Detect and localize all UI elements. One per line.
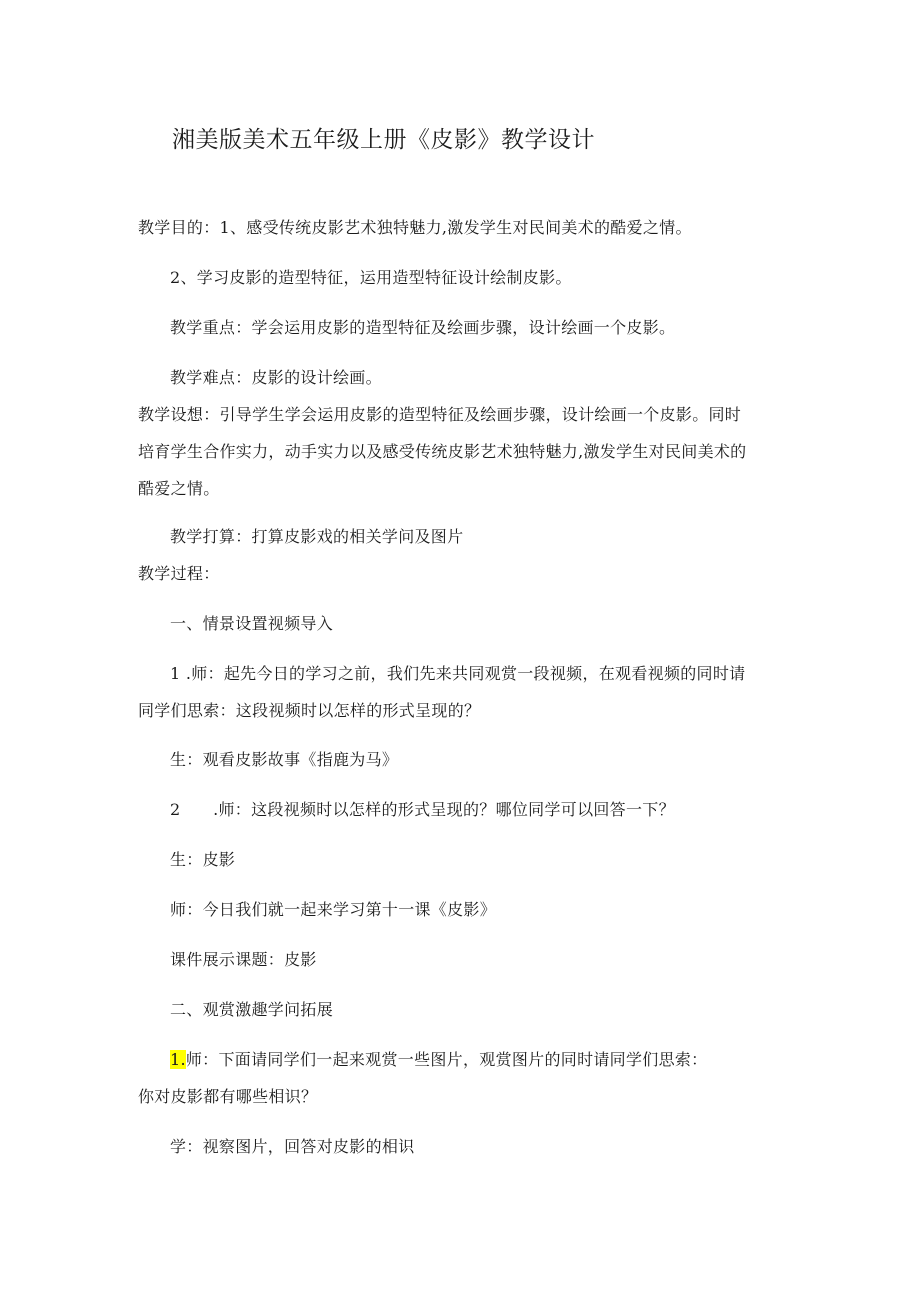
paragraph-teacher-intro: 师：今日我们就一起来学习第十一课《皮影》 [170,900,497,919]
paragraph-process-heading: 教学过程： [138,564,220,583]
paragraph-key-point: 教学重点：学会运用皮影的造型特征及绘画步骤，设计绘画一个皮影。 [170,318,676,337]
paragraph-preparation: 教学打算：打算皮影戏的相关学问及图片 [170,527,464,546]
paragraph-step-3-line-1 [170,1050,707,1070]
paragraph-step-2: 2 .师：这段视频时以怎样的形式呈现的？哪位同学可以回答一下？ [170,800,675,819]
paragraph-step-3-text: 师：下面请同学们一起来观赏一些图片，观赏图片的同时请同学们思索： [185,1050,708,1069]
highlighted-number: 1. [170,1050,186,1069]
section-heading-1: 一、情景设置视频导入 [170,614,334,633]
paragraph-step-3-line-2: 你对皮影都有哪些相识？ [138,1087,318,1106]
paragraph-courseware-topic: 课件展示课题：皮影 [170,950,317,969]
paragraph-objective-1: 教学目的：1、感受传统皮影艺术独特魅力,激发学生对民间美术的酷爱之情。 [138,218,692,237]
section-heading-2: 二、观赏激趣学问拓展 [170,1000,334,1019]
paragraph-concept-line-3: 酷爱之情。 [138,479,220,498]
paragraph-objective-2: 2、学习皮影的造型特征，运用造型特征设计绘制皮影。 [170,268,572,287]
paragraph-student-response-2: 生：皮影 [170,850,236,869]
paragraph-student-response-3: 学：视察图片，回答对皮影的相识 [170,1137,415,1156]
paragraph-step-1-line-2: 同学们思索：这段视频时以怎样的形式呈现的？ [138,701,481,720]
paragraph-step-1-line-1: 1 .师：起先今日的学习之前，我们先来共同观赏一段视频，在观看视频的同时请 [170,664,746,683]
document-title: 湘美版美术五年级上册《皮影》教学设计 [172,127,595,153]
paragraph-concept-line-1: 教学设想：引导学生学会运用皮影的造型特征及绘画步骤，设计绘画一个皮影。同时 [138,405,742,424]
paragraph-difficulty: 教学难点：皮影的设计绘画。 [170,368,382,387]
paragraph-concept-line-2: 培育学生合作实力，动手实力以及感受传统皮影艺术独特魅力,激发学生对民间美术的 [138,442,747,461]
paragraph-student-response-1: 生：观看皮影故事《指鹿为马》 [170,750,399,769]
